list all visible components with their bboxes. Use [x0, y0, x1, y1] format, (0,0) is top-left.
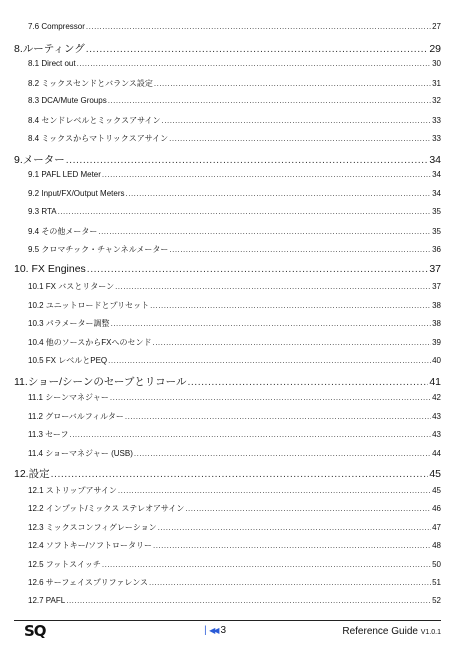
toc-entry-title: 8.4 ミックスからマトリックスアサイン: [28, 134, 169, 143]
toc-entry-page: 47: [432, 522, 441, 532]
toc-entry-title: 12.7 PAFL: [28, 595, 66, 605]
toc-dot-leader: [153, 541, 431, 550]
toc-entry-title: 10.2 ユニットロードとプリセット: [28, 300, 150, 310]
toc-entry-page: 42: [432, 393, 441, 402]
toc-subsection-entry[interactable]: [28, 244, 441, 255]
toc-entry-page: 51: [432, 578, 441, 587]
skip-back-icon[interactable]: ▏◀◀: [205, 626, 218, 635]
toc-entry-page: 40: [432, 356, 441, 365]
toc-subsection-entry[interactable]: [28, 596, 441, 605]
toc-entry-title: 11.1 シーンマネジャー: [28, 393, 109, 402]
toc-entry-page: 30: [432, 59, 441, 68]
toc-subsection-entry[interactable]: [28, 281, 441, 292]
toc-dot-leader: [125, 412, 431, 421]
toc-dot-leader: [185, 504, 431, 513]
toc-dot-leader: [187, 376, 428, 388]
toc-entry-page: 52: [432, 595, 441, 605]
toc-entry-page: 35: [432, 226, 441, 236]
toc-entry-title: 9.5 クロマチック・チャンネルメーター: [28, 245, 169, 254]
toc-subsection-entry[interactable]: [28, 115, 441, 126]
toc-entry-page: 50: [432, 559, 441, 569]
toc-entry-title: 11.ショー/シーンのセーブとリコール: [14, 375, 187, 388]
toc-entry-title: 9.2 Input/FX/Output Meters: [28, 188, 125, 198]
toc-dot-leader: [149, 578, 431, 587]
toc-entry-title: 12.3 ミックスコンフィグレーション: [28, 522, 157, 532]
toc-entry-page: 37: [432, 282, 441, 291]
toc-entry-page: 34: [432, 188, 441, 198]
toc-dot-leader: [98, 227, 431, 236]
toc-entry-title: 8.1 Direct out: [28, 59, 76, 68]
toc-dot-leader: [115, 282, 431, 291]
toc-entry-title: 12.4 ソフトキー/ソフトロータリー: [28, 541, 153, 550]
toc-subsection-entry[interactable]: [28, 207, 441, 216]
toc-entry-title: 12.6 サーフェイスプリファレンス: [28, 578, 148, 587]
toc-entry-title: 11.4 ショーマネジャー (USB): [28, 448, 133, 458]
toc-entry-page: 35: [432, 207, 441, 216]
toc-dot-leader: [150, 301, 431, 310]
toc-entry-page: 48: [432, 541, 441, 550]
toc-entry-page: 31: [432, 78, 441, 88]
toc-dot-leader: [108, 96, 431, 105]
toc-subsection-entry[interactable]: [28, 392, 441, 403]
toc-subsection-entry[interactable]: [28, 485, 441, 496]
toc-subsection-entry[interactable]: [28, 226, 441, 237]
toc-entry-page: 39: [432, 337, 441, 347]
toc-entry-page: 38: [432, 319, 441, 328]
toc-subsection-entry[interactable]: [28, 170, 441, 179]
toc-subsection-entry[interactable]: [28, 318, 441, 329]
toc-subsection-entry[interactable]: [28, 133, 441, 144]
toc-entry-title: 7.6 Compressor: [28, 22, 85, 31]
toc-entry-page: 43: [432, 411, 441, 421]
toc-subsection-entry[interactable]: [28, 22, 441, 31]
toc-entry-page: 33: [432, 115, 441, 125]
toc-dot-leader: [66, 596, 431, 605]
toc-entry-title: 12.5 フットスイッチ: [28, 559, 101, 569]
toc-dot-leader: [108, 356, 431, 365]
toc-entry-page: 44: [432, 448, 441, 458]
toc-subsection-entry[interactable]: [28, 355, 441, 366]
toc-entry-title: 8.2 ミックスセンドとバランス設定: [28, 78, 153, 88]
toc-entry-title: 10.3 パラメーター調整: [28, 319, 110, 328]
toc-entry-title: 9.メーター: [14, 153, 65, 166]
toc-dot-leader: [162, 116, 432, 125]
toc-entry-title: 9.4 その他メーター: [28, 226, 98, 236]
toc-entry-title: 9.3 RTA: [28, 207, 57, 216]
toc-entry-page: 37: [429, 262, 441, 275]
toc-entry-page: 43: [432, 430, 441, 439]
toc-subsection-entry[interactable]: [28, 59, 441, 68]
toc-dot-leader: [87, 263, 429, 275]
toc-entry-title: 10.4 他のソースからFXへのセンド: [28, 337, 152, 347]
toc-entry-page: 34: [429, 153, 441, 166]
toc-dot-leader: [111, 319, 432, 328]
toc-subsection-entry[interactable]: [28, 540, 441, 551]
toc-dot-leader: [51, 468, 429, 480]
toc-dot-leader: [152, 338, 431, 347]
toc-entry-page: 45: [432, 485, 441, 495]
toc-entry-page: 34: [432, 170, 441, 179]
toc-dot-leader: [118, 486, 431, 495]
toc-subsection-entry[interactable]: [28, 577, 441, 588]
toc-entry-title: 12.1 ストリップアサイン: [28, 485, 117, 495]
toc-subsection-entry[interactable]: [28, 559, 441, 570]
toc-section-entry[interactable]: [14, 374, 441, 389]
toc-entry-title: 12.設定: [14, 468, 50, 480]
toc-dot-leader: [102, 170, 431, 179]
toc-entry-page: 38: [432, 300, 441, 310]
page-number[interactable]: [205, 625, 226, 636]
toc-section-entry[interactable]: [14, 263, 441, 275]
sq-logo: SQ: [24, 622, 46, 640]
toc-entry-title: 10.5 FX レベルとPEQ: [28, 356, 108, 365]
toc-entry-title: 8.4 センドレベルとミックスアサイン: [28, 115, 161, 125]
toc-section-entry[interactable]: [14, 41, 441, 56]
page-number-value: 3: [220, 625, 227, 636]
toc-dot-leader: [58, 207, 431, 216]
toc-subsection-entry[interactable]: [28, 503, 441, 514]
toc-entry-page: 45: [429, 468, 441, 480]
toc-entry-title: 10.1 FX バスとリターン: [28, 282, 115, 291]
toc-entry-title: 11.3 セーフ: [28, 430, 69, 439]
guide-title: [342, 626, 441, 637]
toc-entry-title: 11.2 グローバルフィルター: [28, 411, 124, 421]
toc-entry-page: 33: [432, 134, 441, 143]
toc-dot-leader: [86, 22, 431, 31]
toc-subsection-entry[interactable]: [28, 78, 441, 89]
toc-subsection-entry[interactable]: [28, 337, 441, 348]
toc-entry-title: 9.1 PAFL LED Meter: [28, 170, 101, 179]
toc-subsection-entry[interactable]: [28, 96, 441, 105]
guide-label: Reference Guide: [342, 626, 418, 637]
toc-subsection-entry[interactable]: [28, 300, 441, 311]
toc-dot-leader: [86, 43, 429, 55]
toc-subsection-entry[interactable]: [28, 189, 441, 198]
footer-divider: [14, 620, 441, 621]
toc-subsection-entry[interactable]: [28, 448, 441, 459]
toc-subsection-entry[interactable]: [28, 429, 441, 440]
toc-entry-page: 36: [432, 245, 441, 254]
toc-entry-page: 27: [432, 22, 441, 31]
toc-entry-title: 8.ルーティング: [14, 42, 85, 55]
toc-entry-title: 10. FX Engines: [14, 262, 86, 275]
toc-dot-leader: [154, 79, 431, 88]
toc-dot-leader: [158, 523, 432, 532]
toc-dot-leader: [69, 430, 431, 439]
toc-dot-leader: [66, 154, 429, 166]
toc-entry-page: 29: [429, 42, 441, 55]
toc-section-entry[interactable]: [14, 152, 441, 167]
toc-entry-title: 12.2 インプット/ミックス ステレオアサイン: [28, 504, 185, 513]
toc-section-entry[interactable]: [14, 466, 441, 481]
toc-dot-leader: [134, 449, 431, 458]
toc-dot-leader: [126, 189, 432, 198]
toc-dot-leader: [77, 59, 432, 68]
toc-dot-leader: [102, 560, 431, 569]
toc-entry-page: 32: [432, 96, 441, 105]
toc-subsection-entry[interactable]: [28, 522, 441, 533]
version-label: V1.0.1: [420, 629, 441, 636]
toc-dot-leader: [169, 134, 431, 143]
toc-entry-title: 8.3 DCA/Mute Groups: [28, 96, 107, 105]
toc-subsection-entry[interactable]: [28, 411, 441, 422]
toc-entry-page: 41: [429, 375, 441, 388]
toc-entry-page: 46: [432, 504, 441, 513]
toc-dot-leader: [169, 245, 431, 254]
toc-dot-leader: [110, 393, 431, 402]
